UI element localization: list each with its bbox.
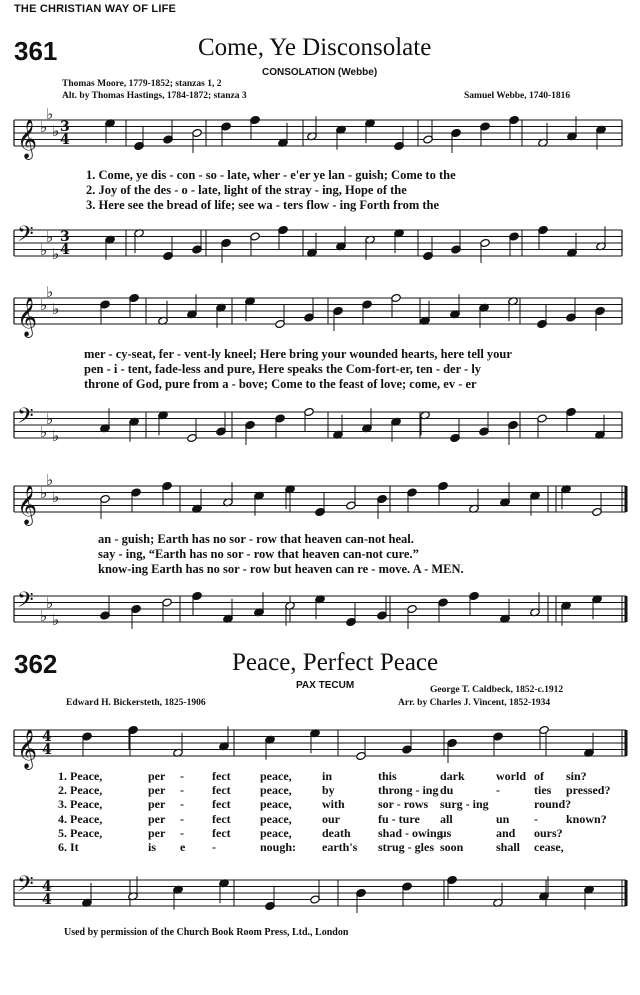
hymn-362-verse-4-word: our	[322, 811, 340, 826]
bass-staff-system-3	[0, 578, 640, 648]
svg-text:♭: ♭	[46, 105, 54, 123]
svg-text:♭: ♭	[40, 607, 48, 625]
hymn-361-author-credit: Thomas Moore, 1779-1852; stanzas 1, 2	[62, 79, 222, 89]
hymn-361-lyric-line-3-v2: say - ing, “Earth has no sor - row that heaven can-not cure.”	[98, 547, 419, 561]
hymn-362-verse-3-word: 3. Peace,	[58, 797, 103, 812]
hymn-362-verse-2-word: -	[180, 783, 184, 798]
svg-text:𝄢: 𝄢	[17, 872, 34, 902]
hymn-362-verse-5-word: 5. Peace,	[58, 825, 103, 840]
hymn-362-verse-2-word: pressed?	[566, 783, 611, 798]
hymn-362-verse-1-word: this	[378, 769, 397, 783]
hymn-362-verse-6-word: e	[180, 840, 186, 854]
svg-text:♭: ♭	[46, 410, 54, 428]
hymn-362-verse-5-word: ours?	[534, 825, 563, 840]
svg-text:♭: ♭	[52, 300, 60, 318]
hymn-362-verse-5-word: us	[440, 825, 452, 840]
svg-text:4: 4	[42, 892, 52, 908]
hymn-362-arranger-credit: Arr. by Charles J. Vincent, 1852-1934	[398, 698, 551, 708]
bass-staff-system-1	[0, 212, 640, 282]
hymn-361-alteration-credit: Alt. by Thomas Hastings, 1784-1872; stanza 3	[62, 91, 247, 101]
svg-text:𝄞: 𝄞	[17, 729, 38, 769]
hymn-362-verse-6-word: strug - gles	[378, 840, 434, 854]
bass-staff-hymn-362	[0, 864, 640, 924]
bass-staff-system-2	[0, 392, 640, 462]
treble-staff-system-2	[0, 284, 640, 354]
svg-text:♭: ♭	[52, 488, 60, 506]
hymn-362-verse-2-word: by	[322, 783, 335, 798]
svg-text:4: 4	[42, 729, 52, 745]
svg-text:♭: ♭	[46, 594, 54, 612]
hymn-361-tune-name: CONSOLATION (Webbe)	[262, 67, 378, 78]
hymn-362-author-credit: Edward H. Bickersteth, 1825-1906	[66, 698, 206, 708]
hymn-362-verse-6-word: -	[212, 840, 216, 854]
svg-text:𝄞: 𝄞	[17, 485, 38, 525]
hymn-362-verse-1-word: of	[534, 769, 544, 783]
hymn-362-verse-2-word: throng - ing	[378, 783, 439, 798]
svg-text:♭: ♭	[52, 245, 60, 263]
hymn-362-verse-1-word: sin?	[566, 769, 587, 783]
hymn-362-verse-3-word: fect	[212, 797, 231, 812]
hymn-362-verse-6-word: shall	[496, 840, 521, 854]
treble-staff-system-3	[0, 470, 640, 540]
svg-text:♭: ♭	[52, 122, 60, 140]
svg-text:♭: ♭	[46, 228, 54, 246]
svg-text:♭: ♭	[46, 471, 54, 489]
svg-text:♭: ♭	[52, 427, 60, 445]
hymn-361-composer-credit: Samuel Webbe, 1740-1816	[464, 91, 571, 101]
hymn-362-verse-2-word: 2. Peace,	[58, 783, 103, 798]
hymn-362-verse-3-word: with	[322, 797, 345, 812]
svg-text:3: 3	[60, 119, 70, 135]
hymn-362-verse-1-word: 1. Peace,	[58, 769, 103, 783]
hymn-362-verse-6-word: nough:	[260, 840, 297, 854]
hymn-361-title: Come, Ye Disconsolate	[198, 34, 432, 61]
hymn-362-verse-6-word: earth's	[322, 840, 358, 854]
hymn-362-verse-6-word: cease,	[534, 840, 564, 854]
svg-text:♭: ♭	[46, 284, 54, 301]
hymn-362-verse-2-word: fect	[212, 783, 231, 798]
svg-text:𝄢: 𝄢	[17, 222, 34, 252]
hymn-362-verse-2-word: per	[148, 783, 166, 798]
hymn-362-verse-5-word: per	[148, 825, 166, 840]
hymn-362-verse-1-word: in	[322, 769, 333, 783]
hymn-362-verse-4-word: un	[496, 811, 510, 826]
hymn-362-verse-5-word: and	[496, 825, 516, 840]
permission-footer: Used by permission of the Church Book Room Press, Ltd., London	[64, 927, 349, 938]
svg-text:𝄢: 𝄢	[17, 404, 34, 434]
hymn-362-tune-name: PAX TECUM	[296, 680, 355, 691]
hymn-361-lyric-line-3-v1: an - guish; Earth has no sor - row that heaven can-not heal.	[98, 532, 414, 546]
hymn-362-verse-4-word: per	[148, 811, 166, 826]
hymn-362-verse-2-word: peace,	[260, 783, 292, 798]
svg-text:♭: ♭	[52, 611, 60, 629]
hymn-362-verse-4-word: peace,	[260, 811, 292, 826]
hymn-362-verse-4-word: all	[440, 811, 453, 826]
hymn-362-verse-5-word: shad - owing	[378, 825, 443, 840]
hymn-361-lyric-line-2-v2: pen - i - tent, fade-less and pure, Here speaks the Com-fort-er, ten - der - ly	[84, 362, 482, 376]
hymn-362-verse-2-word: du	[440, 783, 454, 798]
hymn-362-verse-4-word: -	[534, 811, 538, 826]
hymn-362-verse-5-word: death	[322, 825, 351, 840]
hymn-362-verse-3-word: -	[180, 797, 184, 812]
svg-text:♭: ♭	[40, 423, 48, 441]
hymn-362-verse-1-word: per	[148, 769, 166, 783]
hymn-362-verse-4-word: -	[180, 811, 184, 826]
hymn-362-verse-2-word: -	[496, 783, 500, 798]
hymn-362-title: Peace, Perfect Peace	[232, 649, 439, 676]
hymn-362-verse-6-word: is	[148, 840, 157, 854]
hymn-362-verse-4-word: fu - ture	[378, 811, 420, 826]
hymn-362-verse-1-word: peace,	[260, 769, 292, 783]
treble-staff-system-1	[0, 104, 640, 174]
hymn-362-verse-5-word: fect	[212, 825, 231, 840]
hymn-362-verse-1-word: -	[180, 769, 184, 783]
hymn-361-lyric-line-1-v1: 1. Come, ye dis - con - so - late, wher - e'er ye lan - guish; Come to the	[86, 168, 456, 182]
section-header: THE CHRISTIAN WAY OF LIFE	[14, 3, 177, 15]
hymn-362-composer-credit: George T. Caldbeck, 1852-c.1912	[430, 685, 564, 695]
hymn-362-verse-6-word: 6. It	[58, 840, 79, 854]
svg-text:♭: ♭	[40, 118, 48, 136]
treble-staff-hymn-362	[0, 712, 640, 774]
hymn-361-lyric-line-1-v3: 3. Here see the bread of life; see wa - ters flow - ing Forth from the	[86, 198, 440, 212]
hymn-362-verse-3-word: peace,	[260, 797, 292, 812]
hymn-362-verse-6-word: soon	[440, 840, 464, 854]
hymn-362-verse-4-word: 4. Peace,	[58, 811, 103, 826]
hymn-362-verse-1-word: world	[496, 769, 526, 783]
hymn-361-lyric-line-2-v3: throne of God, pure from a - bove; Come to the feast of love; come, ev - er	[84, 377, 477, 391]
hymn-362-verse-3-word: round?	[534, 797, 572, 812]
hymn-362-verse-3-word: per	[148, 797, 166, 812]
hymn-362-verse-1-word: dark	[440, 769, 465, 783]
hymn-362-verse-4-word: known?	[566, 811, 607, 826]
svg-text:𝄞: 𝄞	[17, 297, 38, 337]
svg-text:♭: ♭	[40, 484, 48, 502]
svg-text:♭: ♭	[40, 241, 48, 259]
svg-text:4: 4	[42, 879, 52, 895]
svg-text:4: 4	[60, 132, 70, 148]
hymn-361-lyric-line-3-v3: know-ing Earth has no sor - row but heaven can re - move. A - MEN.	[98, 562, 464, 576]
hymn-361-number: 361	[14, 36, 58, 66]
hymn-362-verse-3-word: sor - rows	[378, 797, 429, 812]
svg-text:𝄢: 𝄢	[17, 588, 34, 618]
svg-text:♭: ♭	[40, 296, 48, 314]
svg-text:4: 4	[42, 742, 52, 758]
hymn-362-verse-1-word: fect	[212, 769, 231, 783]
hymn-362-verse-5-word: -	[180, 825, 184, 840]
hymn-362-verse-4-word: fect	[212, 811, 231, 826]
hymn-362-verse-2-word: ties	[534, 783, 552, 798]
hymn-362-verse-5-word: peace,	[260, 825, 292, 840]
svg-text:3: 3	[60, 229, 70, 245]
hymn-362-verse-3-word: surg - ing	[440, 797, 489, 812]
hymn-362-number: 362	[14, 649, 58, 679]
hymn-361-lyric-line-2-v1: mer - cy-seat, fer - vent-ly kneel; Here bring your wounded hearts, here tell your	[84, 347, 512, 361]
svg-text:4: 4	[60, 242, 70, 258]
svg-text:𝄞: 𝄞	[17, 119, 38, 159]
hymn-361-lyric-line-1-v2: 2. Joy of the des - o - late, light of the stray - ing, Hope of the	[86, 183, 407, 197]
